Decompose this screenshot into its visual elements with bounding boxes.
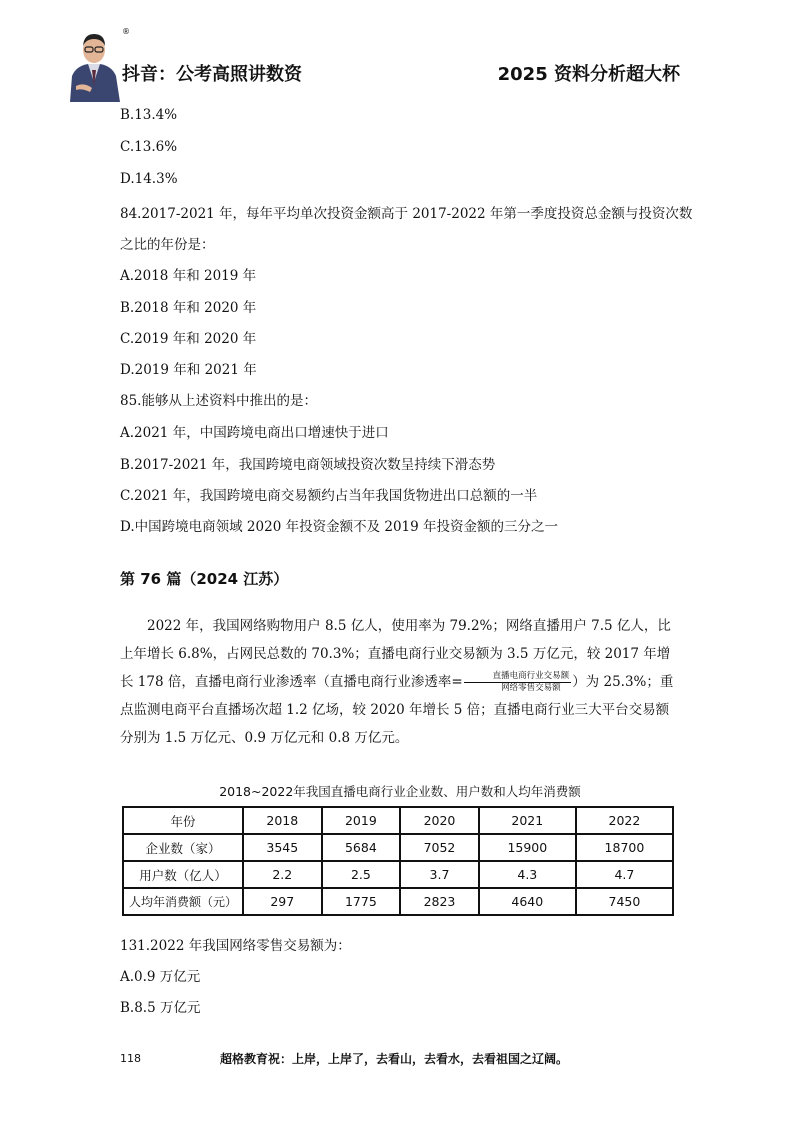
table-cell: 4.7 (576, 861, 673, 888)
q84-option-b: B.2018 年和 2020 年 (120, 300, 257, 316)
penetration-rate-fraction (464, 671, 572, 694)
table-row (123, 888, 673, 915)
table-caption: 2018~2022年我国直播电商行业企业数、用户数和人均年消费额 (219, 784, 581, 799)
q83-option-d: D.14.3% (120, 171, 178, 187)
q131-stem: 131.2022 年我国网络零售交易额为： (120, 938, 351, 954)
table-cell: 15900 (479, 834, 576, 861)
table-cell: 4.3 (479, 861, 576, 888)
q84-option-d: D.2019 年和 2021 年 (120, 362, 257, 378)
table-cell: 用户数（亿人） (123, 861, 243, 888)
table-cell: 4640 (479, 888, 576, 915)
header-right-title: 2025 资料分析超大杯 (497, 64, 680, 85)
page-number: 118 (120, 1052, 141, 1065)
q85-option-a: A.2021 年，中国跨境电商出口增速快于进口 (120, 425, 389, 441)
table-header-cell: 2021 (479, 807, 576, 834)
passage-part2: ）为 25.3%；重点监测电商平台直播场次超 1.2 亿场，较 2020 年增长 5 倍；直播电商行业三大平台交易额分别为 1.5 万亿元、0.9 万亿元和 0.8 万亿元。 (120, 674, 674, 746)
q84-option-c: C.2019 年和 2020 年 (120, 331, 257, 347)
table-header-row (123, 807, 673, 834)
table-cell: 2.5 (322, 861, 401, 888)
author-avatar (66, 26, 122, 102)
table-row (123, 861, 673, 888)
table-cell: 297 (243, 888, 322, 915)
q131-option-b: B.8.5 万亿元 (120, 1000, 201, 1016)
table-cell: 企业数（家） (123, 834, 243, 861)
table-cell: 1775 (322, 888, 401, 915)
registered-mark: ® (122, 27, 130, 36)
q85-option-b: B.2017-2021 年，我国跨境电商领域投资次数呈持续下滑态势 (120, 457, 496, 473)
fraction-denominator: 网络零售交易额 (501, 683, 561, 693)
table-cell: 3.7 (400, 861, 479, 888)
table-header-cell: 2018 (243, 807, 322, 834)
q84-stem-line1: 84.2017-2021 年，每年平均单次投资金额高于 2017-2022 年第一季度投资总金额与投资次数 (120, 206, 693, 222)
section-title: 第 76 篇（2024 江苏） (120, 570, 289, 588)
table-cell: 3545 (243, 834, 322, 861)
passage-paragraph (120, 612, 682, 752)
q85-option-d: D.中国跨境电商领域 2020 年投资金额不及 2019 年投资金额的三分之一 (120, 519, 559, 535)
table-header-cell: 2019 (322, 807, 401, 834)
q131-option-a: A.0.9 万亿元 (120, 969, 201, 985)
table-cell: 2.2 (243, 861, 322, 888)
table-cell: 18700 (576, 834, 673, 861)
table-cell: 人均年消费额（元） (123, 888, 243, 915)
q84-stem-line2: 之比的年份是： (120, 237, 215, 253)
passage-part1: 2022 年，我国网络购物用户 8.5 亿人，使用率为 79.2%；网络直播用户 7.5 亿人，比上年增长 6.8%，占网民总数的 70.3%；直播电商行业交易额为 3.5 万亿元，较 2017 年增长 178 倍，直播电商行业渗透率（直播电商行业渗透率= (120, 618, 671, 690)
q83-option-c: C.13.6% (120, 139, 178, 155)
q84-option-a: A.2018 年和 2019 年 (120, 268, 257, 284)
table-header-cell: 年份 (123, 807, 243, 834)
q83-option-b: B.13.4% (120, 107, 178, 123)
table-row (123, 834, 673, 861)
fraction-numerator: 直播电商行业交易额 (464, 671, 572, 683)
q85-option-c: C.2021 年，我国跨境电商交易额约占当年我国货物进出口总额的一半 (120, 488, 538, 504)
footer-slogan: 超格教育祝：上岸，上岸了，去看山，去看水，去看祖国之辽阔。 (220, 1052, 569, 1066)
table-cell: 5684 (322, 834, 401, 861)
data-table (122, 806, 674, 916)
table-cell: 7052 (400, 834, 479, 861)
header-left-title: 抖音：公考高照讲数资 (122, 64, 302, 85)
q85-stem: 85.能够从上述资料中推出的是： (120, 393, 317, 409)
table-header-cell: 2020 (400, 807, 479, 834)
table-cell: 2823 (400, 888, 479, 915)
table-cell: 7450 (576, 888, 673, 915)
table-header-cell: 2022 (576, 807, 673, 834)
